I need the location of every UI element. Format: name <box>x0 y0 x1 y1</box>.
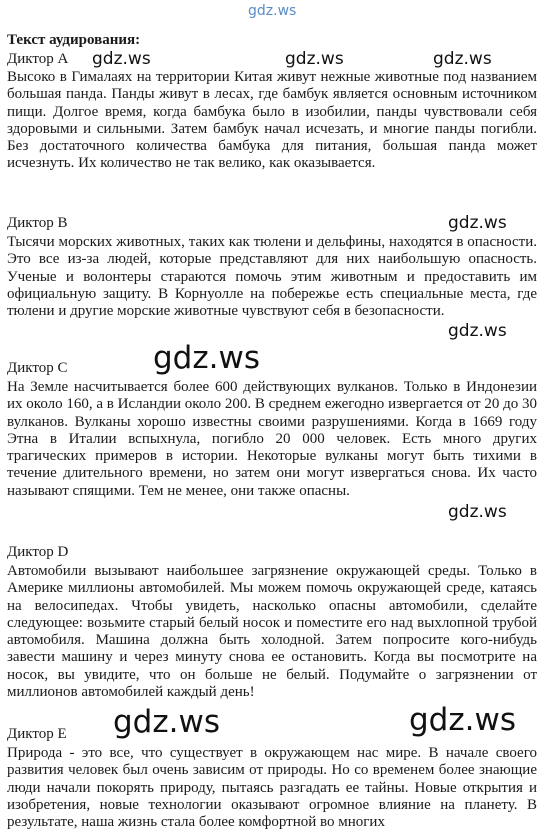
speaker-b-label: Диктор B <box>7 215 68 231</box>
watermark: gdz.ws <box>448 213 507 233</box>
speaker-c-label: Диктор C <box>7 360 68 376</box>
watermark: gdz.ws <box>92 49 151 69</box>
document-heading: Текст аудирования: <box>7 32 141 48</box>
speaker-b-text: Тысячи морских животных, таких как тюлени и дельфины, находятся в опасности. Это все из-за людей, которые представляют для них наибольшую опасность. Ученые и волонтеры стараются помочь этим животным и предоставить им официальную защиту. В Корнуолле на побережье есть специальные места, где тюлени и другие морские животные чувствуют себя в безопасности. <box>7 234 537 320</box>
watermark: gdz.ws <box>409 702 516 738</box>
speaker-e-label: Диктор E <box>7 726 67 742</box>
speaker-d-text: Автомобили вызывают наибольшее загрязнение окружающей среды. Только в Америке миллионы автомобилей. Мы можем помочь окружающей среде, катаясь на велосипедах. Чтобы увидеть, насколько опасны автомобили, сделайте следующее: возьмите старый белый носок и поместите его над выхлопной трубой автомобиля. Машина должна быть холодной. Затем попросите кого-нибудь завести машину и через минуту снова ее остановить. Когда вы посмотрите на носок, вы увидите, что он больше не белый. Подумайте о загрязнении от миллионов автомобилей каждый день! <box>7 563 537 701</box>
speaker-d-label: Диктор D <box>7 544 69 560</box>
watermark: gdz.ws <box>448 321 507 341</box>
watermark: gdz.ws <box>153 340 260 376</box>
speaker-e-text: Природа - это все, что существует в окружающем нас мире. В начале своего развития человек был очень зависим от природы. Но со временем более знающие люди начали покорять природу, пытаясь разгадать ее тайны. Новые открытия и изобретения, новые технологии оказывают огромное влияние на планету. В результате, наша жизнь стала более комфортной во многих <box>7 745 537 831</box>
speaker-c-text: На Земле насчитывается более 600 действующих вулканов. Только в Индонезии их около 160, а в Исландии около 200. В среднем ежегодно извергается от 20 до 30 вулканов. Вулканы хорошо известны своими разрушениями. Когда в 1669 году Этна в Италии вспыхнула, погибло 20 000 человек. Есть много других трагических примеров в истории. Некоторые вулканы могут быть тихими в течение длительного времени, но затем они могут извергаться снова. Их часто называют спящими. Тем не менее, они также опасны. <box>7 379 537 499</box>
watermark: gdz.ws <box>285 49 344 69</box>
speaker-a-text: Высоко в Гималаях на территории Китая живут нежные животные под названием большая панда. Панды живут в лесах, где бамбук является основным источником пищи. Долгое время, когда бамбука было в изобилии, панды чувствовали себя здоровыми и сильными. Затем бамбук начал исчезать, и многие панды погибли. Без достаточного количества бамбука для питания, большая панда может исчезнуть. Их количество не так велико, как оказывается. <box>7 69 537 172</box>
watermark: gdz.ws <box>433 49 492 69</box>
watermark: gdz.ws <box>448 502 507 522</box>
speaker-a-label: Диктор A <box>7 51 69 67</box>
watermark-top: gdz.ws <box>248 3 297 19</box>
watermark: gdz.ws <box>113 704 220 740</box>
